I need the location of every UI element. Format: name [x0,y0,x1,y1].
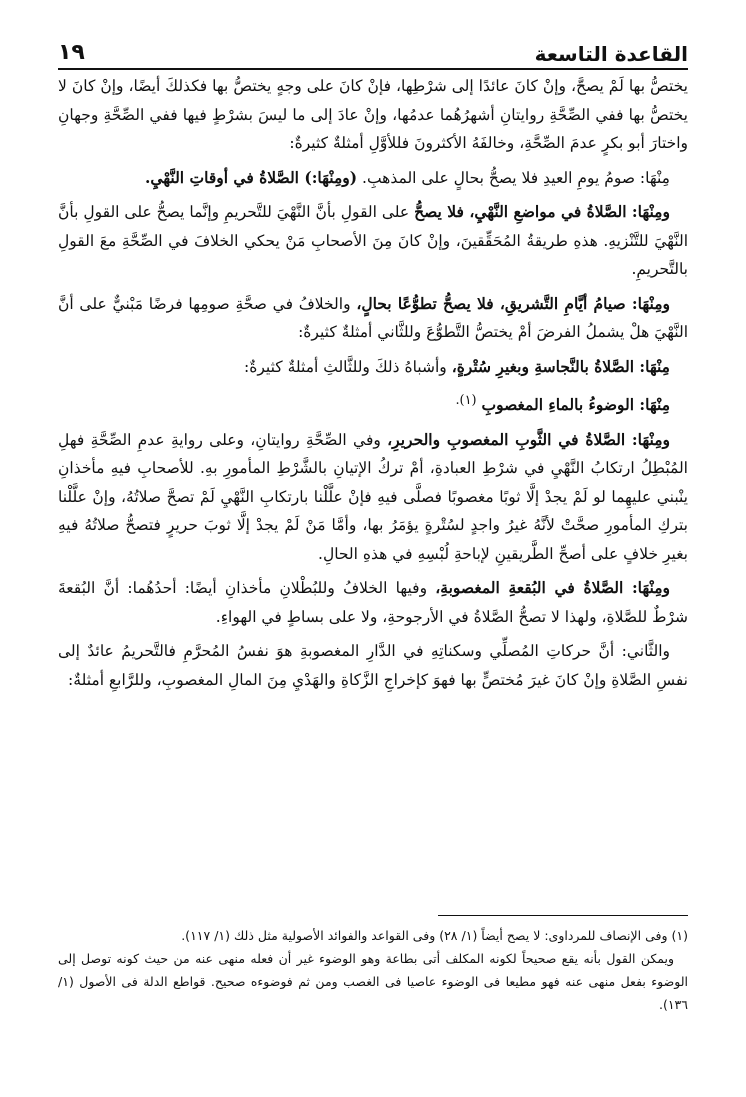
paragraph-usurped-water [58,387,688,420]
paragraph-usurped-land-lead: ومِنْهَا: الصَّلاةُ في البُقعةِ المغصوبةِ، [435,578,671,598]
paragraph-prohibited-places [58,198,688,284]
footnote-separator [438,915,688,916]
paragraph-tashreeq-days-lead: ومِنْهَا: صيامُ أيَّامِ التَّشريقِ، فلا يصحُّ تطوُّعًا بحالٍ، [356,293,670,313]
paragraph-impurity-lead: مِنْهَا: الصَّلاةُ بالنَّجاسةِ وبغيرِ سُتْرةٍ، [451,356,670,376]
paragraph-impurity [58,353,688,382]
paragraph-usurped-garment [58,426,688,569]
paragraph-usurped-water-lead: مِنْهَا: الوضوءُ بالماءِ المغصوبِ [481,395,670,415]
paragraph-eid-fasting-lead: مِنْهَا: صومُ يومِ العيدِ فلا يصحُّ بحالٍ على المذهبِ. [362,168,670,187]
paragraph-second-reason-text: والثَّاني: أنَّ حركاتِ المُصلِّي وسكناتِهِ في الدَّارِ المغصوبةِ هوَ نفسُ المُحرَّمِ فالتَّحريمُ عائدٌ إلى نفسِ الصَّلاةِ وإنْ كانَ غيرَ مُختصٍّ بها فهوَ كإخراجِ الزَّكاةِ والهَدْيِ مِنَ المالِ المغصوبِ، وللرَّابعِ أمثلةٌ: [58,642,688,689]
footnote-1: (١) وفى الإنصاف للمرداوى: لا يصح أيضاً (١/ ٢٨) وفى القواعد والفوائد الأصولية مثل ذلك (١/ ١١٧). [181,928,688,943]
paragraph-usurped-land [58,574,688,631]
footnotes [58,924,688,1044]
paragraph-intro [58,72,688,158]
main-text [58,72,688,912]
paragraph-prohibited-places-text: على القولِ بأنَّ النَّهْيَ للتَّحريمِ وإنَّما يصحُّ على القولِ بأنَّ النَّهْيَ للتَّنْزيهِ. هذهِ طريقةُ المُحَقِّقينَ، وإنْ كانَ مِنَ الأصحابِ مَنْ يحكي الخلافَ في الصِّحَّةِ معَ القولِ بالتَّحريمِ. [58,203,688,278]
running-title: القاعدة التاسعة [534,42,688,66]
footnote-reference: (١). [455,393,477,408]
paragraph-usurped-garment-text: وفي الصِّحَّةِ روايتانِ، وعلى روايةِ عدمِ الصِّحَّةِ فهلِ المُبْطِلُ ارتكابُ النَّهْيِ في شرْطِ العبادةِ، أمْ تركُ الإتيانِ بالشَّرْطِ المأمورِ بهِ. للأصحابِ فيهِ مأخذانِ ينْبني عليهِما لو لَمْ يجدْ إلَّا ثوبًا مغصوبًا فصلَّى فيهِ فإنْ علَّلْنا بارتكابِ النَّهْيِ لَمْ تصحَّ صلاتُهُ، وإنْ علَّلْنا بتركِ المأمورِ صحَّتْ لأنَّهُ غيرُ واجدٍ لسُتْرةٍ يؤمَرُ بها، وأمَّا مَنْ لَمْ يجدْ إلَّا ثوبَ حريرٍ فتصحُّ صلاتُهُ فيهِ بغيرِ خلافٍ على أصحِّ الطَّريقينِ لإباحةِ لُبْسِهِ في هذهِ الحالِ. [58,430,688,563]
paragraph-tashreeq-days-text: والخلافُ في صحَّةِ صومِها فرضًا مَبْنيٌّ على أنَّ النَّهْيَ هلْ يشملُ الفرضَ أمْ يختصُّ التَّطوُّعَ وللثَّاني أمثلةٌ كثيرةٌ: [58,294,688,341]
paragraph-prohibited-places-lead: ومِنْهَا: الصَّلاةُ في مواضعِ النَّهْيِ، فلا يصحُّ [414,202,670,221]
paragraph-prohibited-times: (ومِنْهَا:) الصَّلاةُ في أوقاتِ النَّهْيِ. [144,167,358,187]
page-number: ١٩ [58,40,85,65]
paragraph-eid-fasting [58,164,688,193]
footnote-1-continuation: ويمكن القول بأنه يقع صحيحاً لكونه المكلف أتى بطاعة وهو الوضوء غير أن فعله منهى عنه من حيث كونه توصل إلى الوضوء بفعل منهى عنه فهو مطيعا فى الوضوء عاصيا فى الغصب ومن ثم فوضوءه صحيح. قواطع الدلة فى الأصول (١/ ١٣٦). [58,951,688,1012]
page-header [58,24,688,70]
paragraph-usurped-land-text: وفيها الخلافُ وللبُطْلانِ مأخذانِ أيضًا: أحدُهُما: أنَّ البُقعةَ شرْطٌ للصَّلاةِ، ولهذا لا تصحُّ الصَّلاةُ في الأرجوحةِ، ولا على بساطٍ في الهواءِ. [58,579,688,626]
paragraph-intro-text: يختصُّ بها لَمْ يصحَّ، وإنْ كانَ عائدًا إلى شرْطِها، فإنْ كانَ على وجهٍ يختصُّ بها فكذلكَ أيضًا، وإنْ كانَ لا يختصُّ بها ففي الصِّحَّةِ روايتانِ أشهرُهُما عدمُها، وإنْ عادَ إلى ما ليسَ بشرْطٍ فيها ففي الصِّحَّةِ وجهانِ واختارَ أبو بكرٍ عدمَ الصِّحَّةِ، وخالفَهُ الأكثرونَ فللأوَّلِ أمثلةٌ كثيرةٌ: [58,77,688,152]
paragraph-usurped-garment-lead: ومِنْهَا: الصَّلاةُ في الثَّوبِ المغصوبِ والحريرِ، [387,429,670,449]
paragraph-impurity-text: وأشباهُ ذلكَ وللثَّالثِ أمثلةٌ كثيرةٌ: [244,357,447,376]
paragraph-tashreeq-days [58,290,688,347]
paragraph-second-reason [58,637,688,694]
